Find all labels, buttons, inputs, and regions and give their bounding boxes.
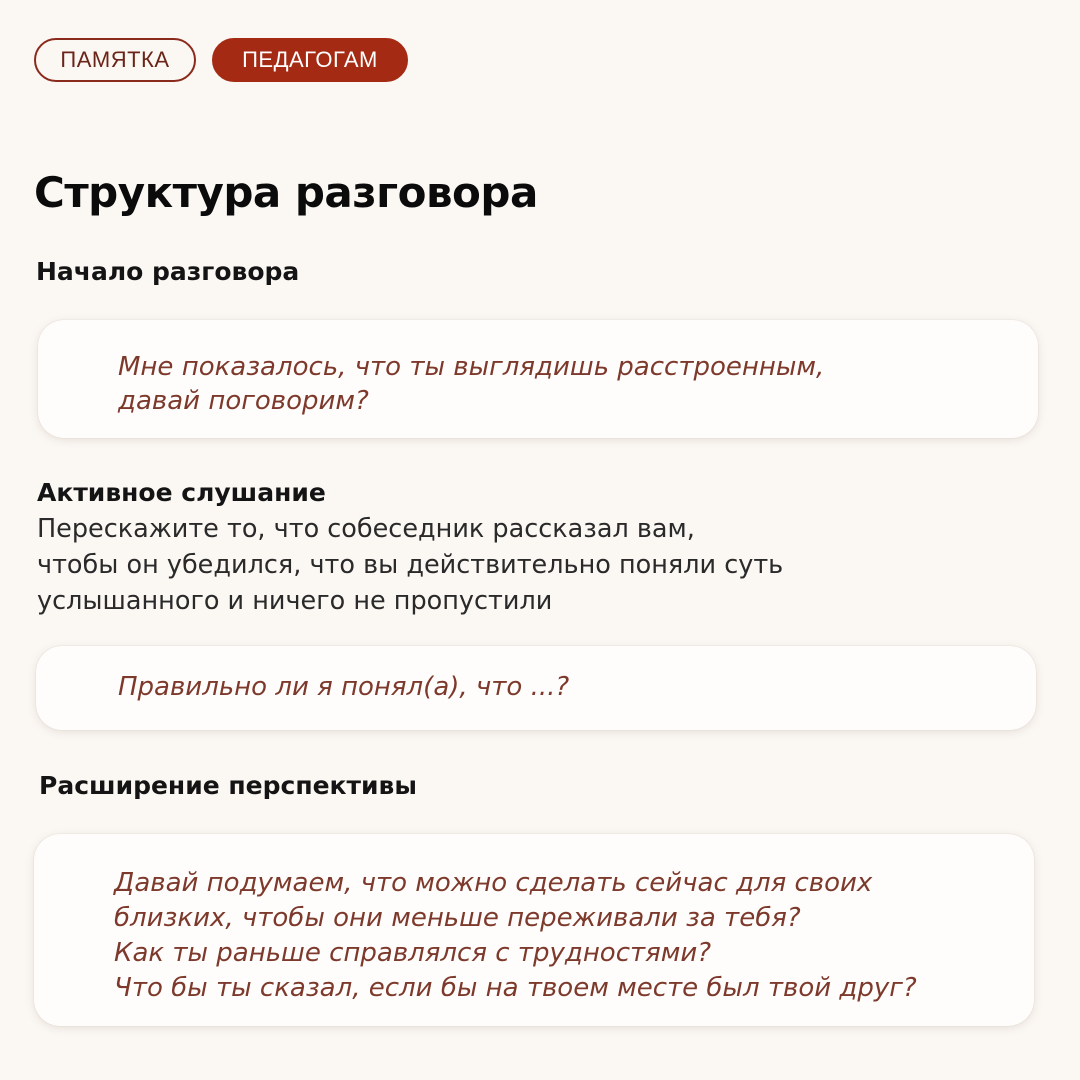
quote-line: Мне показалось, что ты выглядишь расстроенным, xyxy=(118,352,825,382)
quote-line: Давай подумаем, что можно сделать сейчас для своих xyxy=(114,868,873,898)
quote-line: Как ты раньше справлялся с трудностями? xyxy=(114,938,712,968)
quote-card-active-listening xyxy=(36,646,1036,730)
audience-tag: ПЕДАГОГАМ xyxy=(212,38,408,82)
quote-card-start xyxy=(38,320,1038,438)
page-title: Структура разговора xyxy=(34,168,538,217)
description-line: услышанного и ничего не пропустили xyxy=(37,586,553,616)
section-heading-start: Начало разговора xyxy=(36,257,300,286)
active-listening-description xyxy=(37,511,937,619)
section-heading-perspective: Расширение перспективы xyxy=(39,771,417,800)
section-heading-active-listening: Активное слушание xyxy=(37,478,326,507)
quote-text-active-listening xyxy=(118,670,569,704)
description-line: чтобы он убедился, что вы действительно поняли суть xyxy=(37,550,784,580)
quote-line: Что бы ты сказал, если бы на твоем месте был твой друг? xyxy=(114,973,917,1003)
quote-line: Правильно ли я понял(а), что ...? xyxy=(118,672,570,702)
memo-tag: ПАМЯТКА xyxy=(34,38,196,82)
quote-line: близких, чтобы они меньше переживали за тебя? xyxy=(114,903,801,933)
description-line: Перескажите то, что собеседник рассказал вам, xyxy=(37,514,695,544)
quote-line: давай поговорим? xyxy=(118,386,369,416)
quote-text-start xyxy=(118,350,824,418)
quote-text-perspective xyxy=(114,866,917,1006)
quote-card-perspective xyxy=(34,834,1034,1026)
